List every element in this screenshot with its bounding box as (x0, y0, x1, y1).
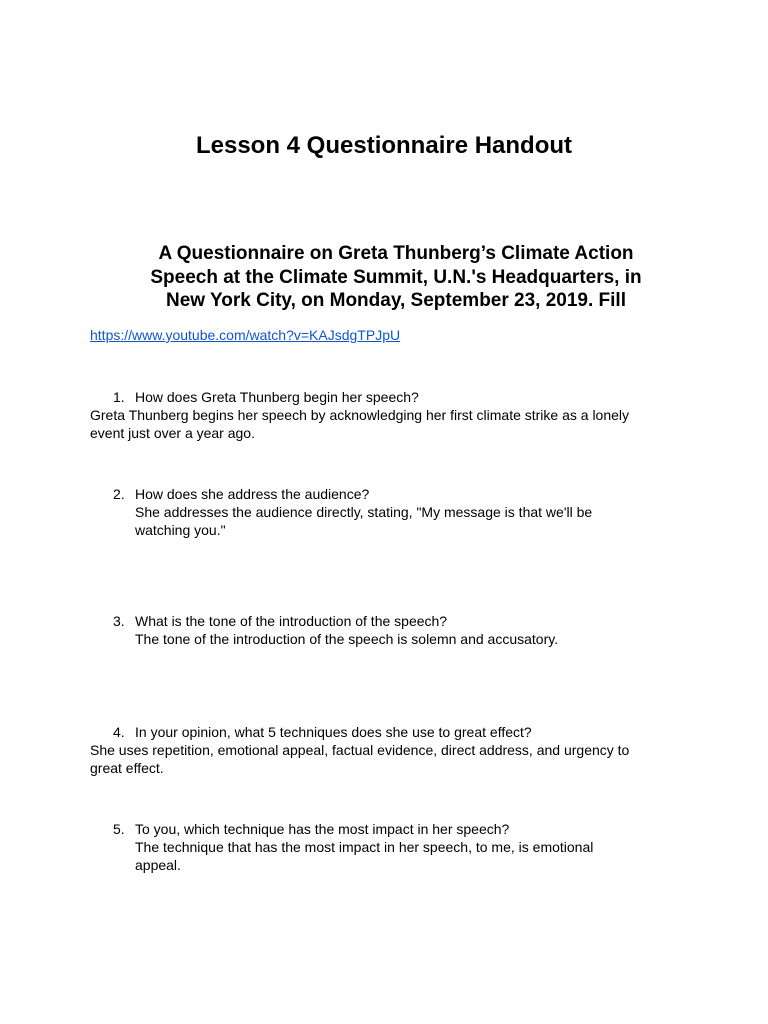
subtitle-line: A Questionnaire on Greta Thunberg’s Climate Action (158, 243, 634, 264)
page-title: Lesson 4 Questionnaire Handout (195, 132, 573, 159)
answer-line: Greta Thunberg begins her speech by acknowledging her first climate strike as a lonely (90, 407, 630, 423)
question-number: 4. (113, 724, 125, 740)
answer-line: The tone of the introduction of the speech is solemn and accusatory. (135, 631, 559, 647)
answer-text (0, 741, 680, 777)
document-subtitle (100, 242, 692, 313)
subtitle-line: Speech at the Climate Summit, U.N.'s Headquarters, in (150, 266, 642, 288)
answer-text (0, 406, 680, 442)
answer-line: watching you." (135, 522, 226, 538)
question-number: 1. (113, 389, 125, 405)
answer-line: great effect. (90, 760, 164, 776)
answer-line: She addresses the audience directly, stating, "My message is that we'll be (135, 504, 593, 520)
question-number: 5. (113, 821, 125, 837)
youtube-link[interactable]: https://www.youtube.com/watch?v=KAJsdgTPJpU (90, 327, 401, 343)
question-item-4 (0, 723, 768, 777)
question-text: What is the tone of the introduction of the speech? (135, 613, 448, 629)
question-item-5 (0, 820, 768, 874)
answer-line: The technique that has the most impact in her speech, to me, is emotional (135, 839, 594, 855)
answer-text (0, 630, 680, 648)
question-text: How does she address the audience? (135, 486, 370, 502)
question-text: In your opinion, what 5 techniques does she use to great effect? (135, 724, 532, 740)
question-text: How does Greta Thunberg begin her speech? (135, 389, 419, 405)
answer-line: appeal. (135, 857, 181, 873)
question-item-3 (0, 612, 768, 648)
answer-line: She uses repetition, emotional appeal, factual evidence, direct address, and urgency to (90, 742, 630, 758)
question-number: 3. (113, 613, 125, 629)
question-item-2 (0, 485, 768, 539)
subtitle-line: New York City, on Monday, September 23, 2019. Fill (165, 290, 626, 311)
question-item-1 (0, 388, 768, 442)
question-text: To you, which technique has the most impact in her speech? (135, 821, 510, 837)
answer-line: event just over a year ago. (90, 425, 255, 441)
question-number: 2. (113, 486, 125, 502)
answer-text (0, 838, 680, 874)
answer-text (0, 503, 680, 539)
